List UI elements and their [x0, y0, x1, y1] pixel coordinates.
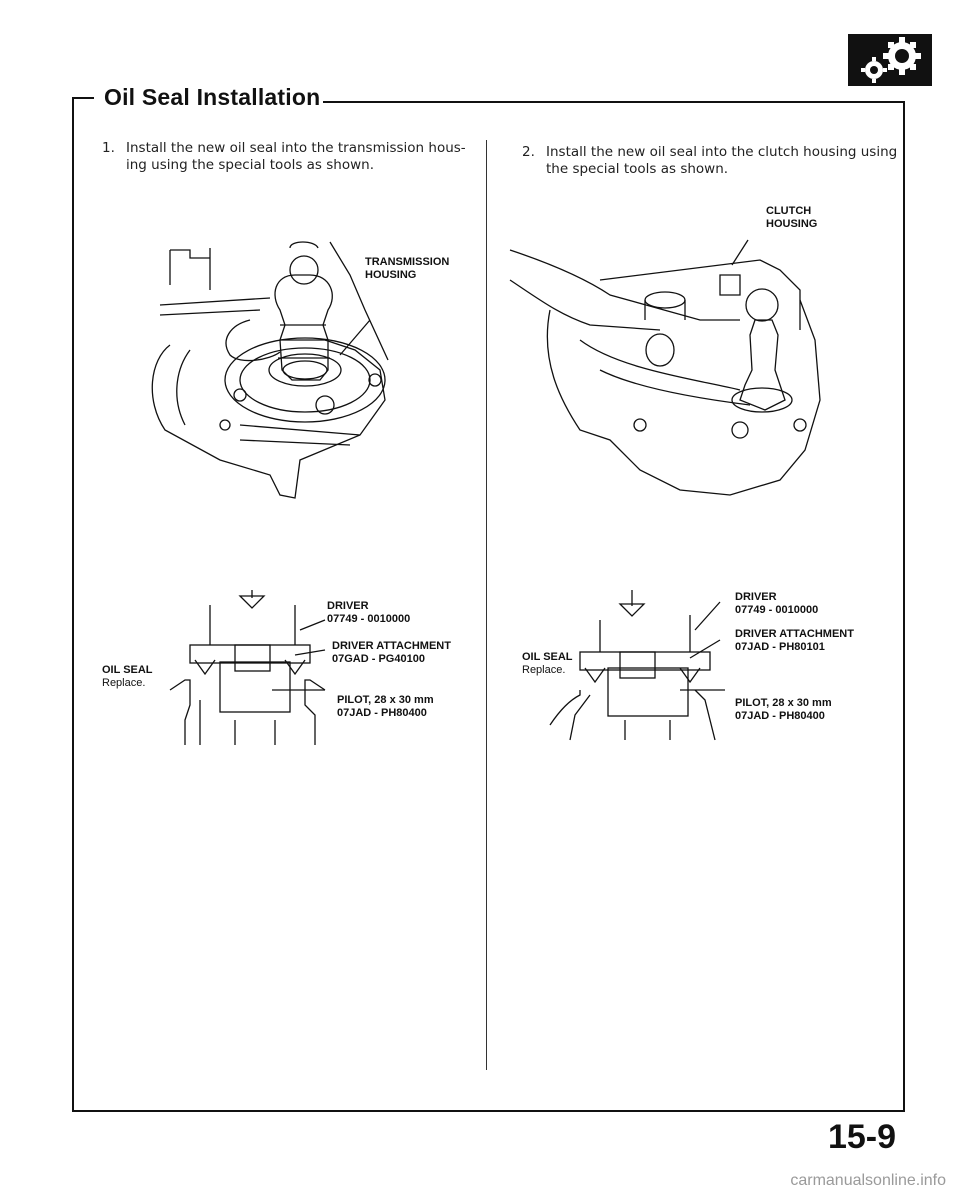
label-line: 07749 - 0010000	[327, 613, 411, 625]
frame-top-left	[72, 97, 94, 99]
step-text	[126, 140, 466, 174]
label-line: Replace.	[522, 664, 566, 676]
label-line: Replace.	[102, 677, 146, 689]
label-line: PILOT, 28 x 30 mm	[735, 697, 832, 709]
label-line: 07GAD - PG40100	[332, 653, 425, 665]
label-line: DRIVER	[735, 591, 777, 603]
clutch-housing-illustration	[500, 240, 850, 510]
clutch-housing-label	[766, 205, 817, 231]
right-attachment-label	[735, 628, 854, 654]
label-line: HOUSING	[365, 269, 417, 281]
frame-top-right	[323, 101, 905, 103]
label-line: PILOT, 28 x 30 mm	[337, 694, 434, 706]
step-line: the special tools as shown.	[546, 161, 729, 177]
transmission-housing-label	[365, 256, 449, 282]
label-line: DRIVER ATTACHMENT	[332, 640, 451, 652]
right-oil-seal-label	[522, 651, 573, 677]
label-line: OIL SEAL	[102, 664, 153, 676]
frame-bottom	[72, 1110, 905, 1112]
frame-right	[903, 101, 905, 1111]
frame-left	[72, 97, 74, 1112]
label-line: 07749 - 0010000	[735, 604, 819, 616]
left-oil-seal-label	[102, 664, 153, 690]
watermark: carmanualsonline.info	[790, 1172, 946, 1189]
step-number: 1.	[102, 140, 115, 156]
label-line: OIL SEAL	[522, 651, 573, 663]
page-number: 15-9	[827, 1118, 896, 1156]
column-divider	[486, 140, 487, 1070]
label-line: HOUSING	[766, 218, 818, 230]
label-line: 07JAD - PH80400	[337, 707, 427, 719]
label-line: 07JAD - PH80101	[735, 641, 825, 653]
step-line: Install the new oil seal into the clutch housing using	[546, 144, 898, 160]
left-driver-label	[327, 600, 410, 626]
label-line: DRIVER	[327, 600, 369, 612]
transmission-gears-icon	[848, 34, 932, 86]
label-line: DRIVER ATTACHMENT	[735, 628, 854, 640]
step-2	[522, 144, 902, 184]
label-line: CLUTCH	[766, 205, 812, 217]
step-text	[546, 144, 897, 178]
label-line: 07JAD - PH80400	[735, 710, 825, 722]
page-title: Oil Seal Installation	[104, 84, 321, 110]
step-line: ing using the special tools as shown.	[126, 157, 374, 173]
left-attachment-label	[332, 640, 451, 666]
label-line: TRANSMISSION	[365, 256, 450, 268]
right-driver-label	[735, 591, 818, 617]
right-pilot-label	[735, 697, 832, 723]
step-1	[102, 140, 482, 180]
step-line: Install the new oil seal into the transmission hous-	[126, 140, 466, 156]
left-pilot-label	[337, 694, 434, 720]
step-number: 2.	[522, 144, 535, 160]
